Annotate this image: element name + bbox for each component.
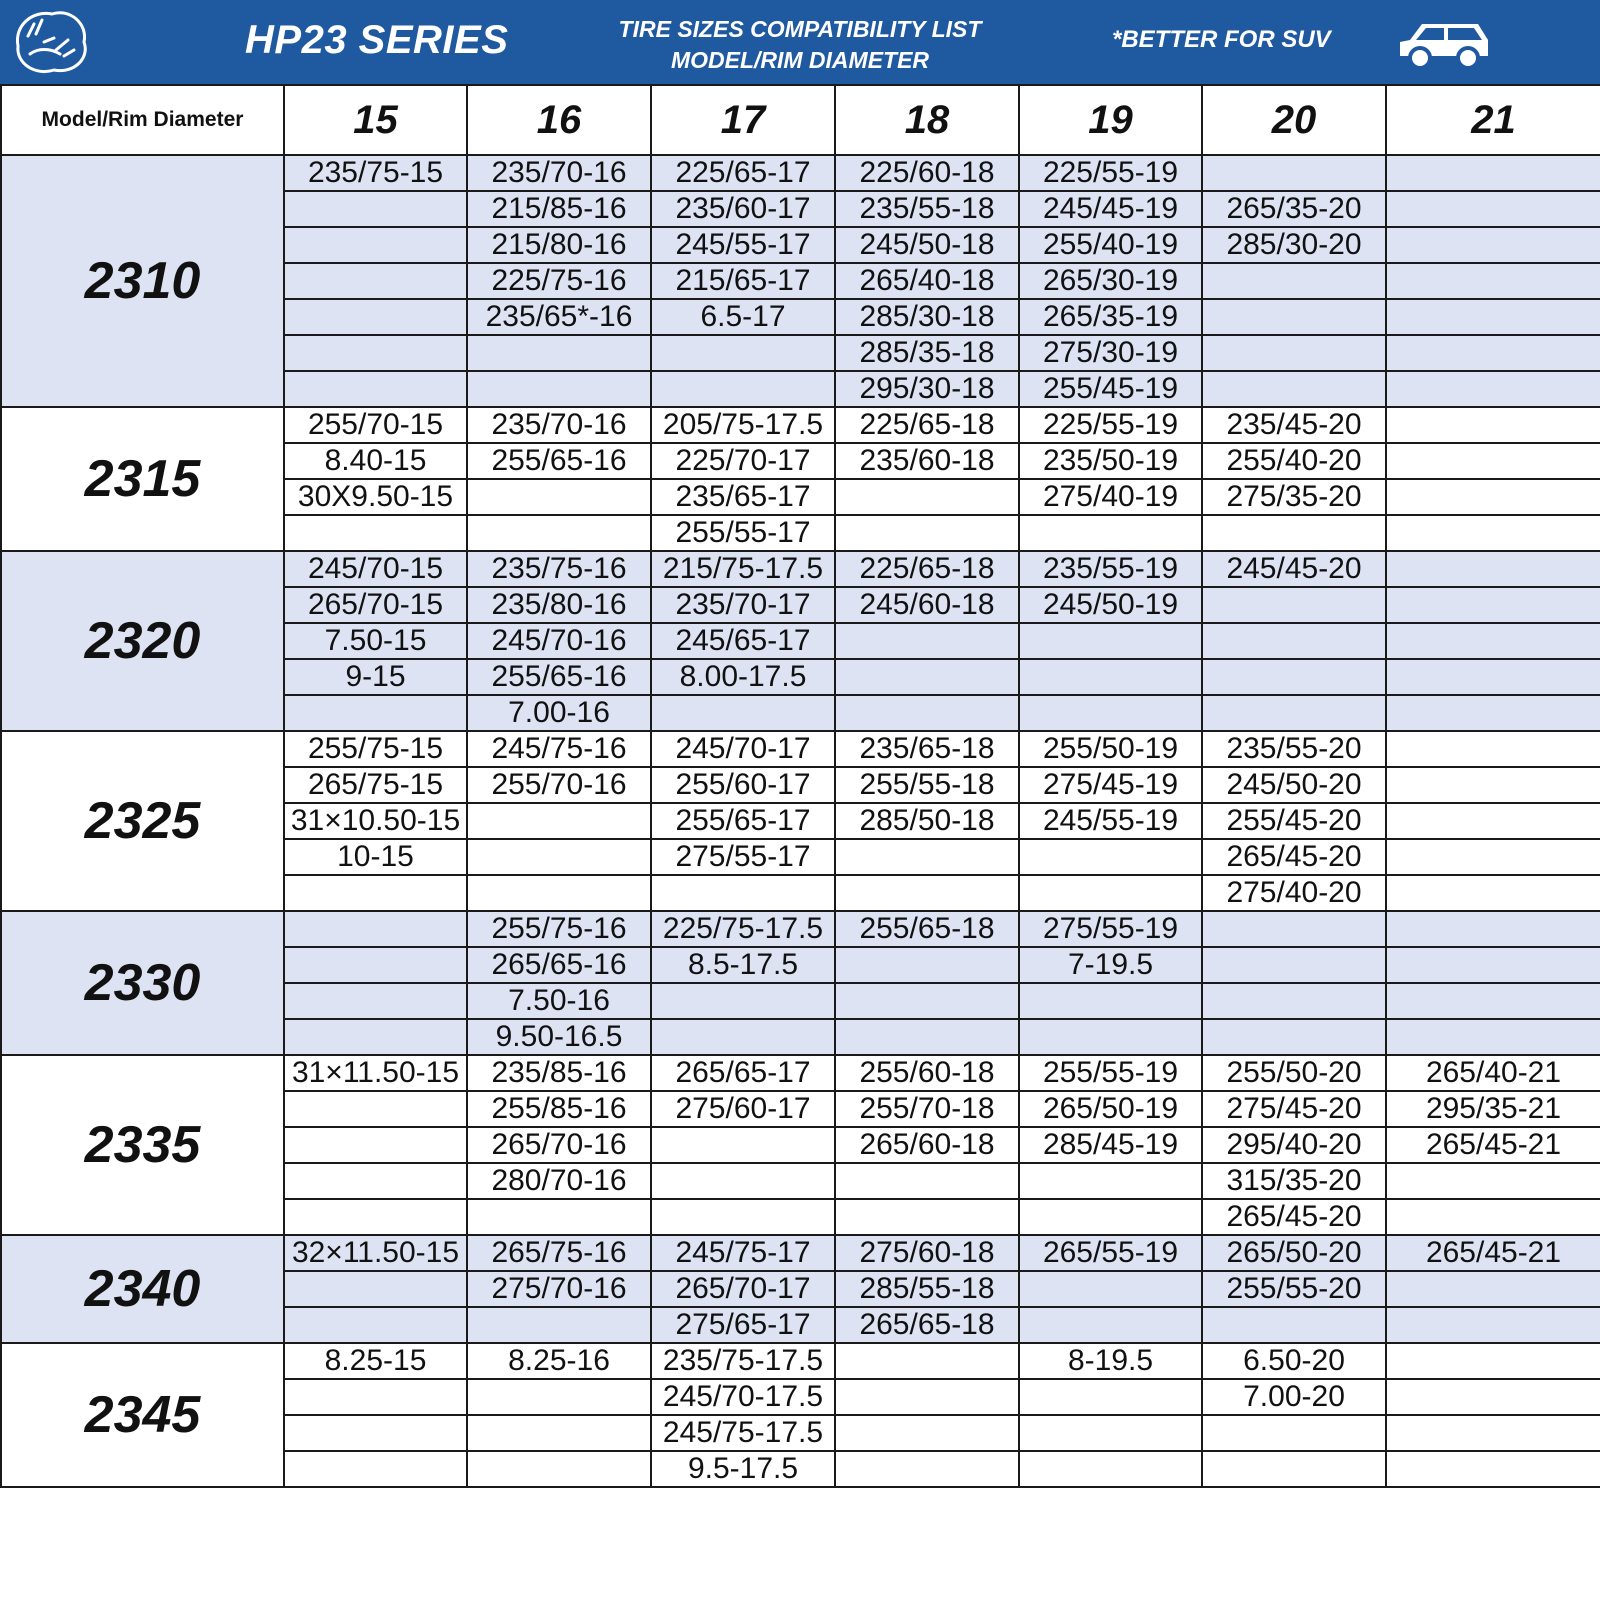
- tire-size-cell: 215/75-17.5: [651, 551, 835, 587]
- tire-size-cell: 265/45-21: [1386, 1127, 1600, 1163]
- tire-size-cell: 280/70-16: [467, 1163, 651, 1199]
- tire-size-cell: [835, 1019, 1019, 1055]
- tire-size-cell: 7.00-20: [1202, 1379, 1386, 1415]
- tire-size-cell: 245/70-17.5: [651, 1379, 835, 1415]
- tire-size-cell: [1019, 623, 1202, 659]
- rim-diameter-header: 20: [1202, 85, 1386, 155]
- tire-size-cell: 275/45-20: [1202, 1091, 1386, 1127]
- tire-size-cell: [1386, 947, 1600, 983]
- tire-size-cell: 265/50-20: [1202, 1235, 1386, 1271]
- tire-size-cell: [651, 1199, 835, 1235]
- tire-size-cell: 255/50-20: [1202, 1055, 1386, 1091]
- tire-size-cell: 235/60-17: [651, 191, 835, 227]
- tire-size-cell: 265/35-19: [1019, 299, 1202, 335]
- tire-size-cell: [1386, 1307, 1600, 1343]
- tire-size-cell: [284, 1379, 467, 1415]
- subtitle-line-2: MODEL/RIM DIAMETER: [670, 47, 930, 73]
- tire-size-cell: [1202, 335, 1386, 371]
- tire-size-cell: [1386, 623, 1600, 659]
- tire-size-cell: 8.5-17.5: [651, 947, 835, 983]
- tire-size-cell: [1386, 875, 1600, 911]
- tire-size-cell: 32×11.50-15: [284, 1235, 467, 1271]
- column-header-row: [1, 85, 1600, 155]
- tire-size-cell: [835, 1379, 1019, 1415]
- tire-size-cell: 245/60-18: [835, 587, 1019, 623]
- tire-size-cell: [651, 1163, 835, 1199]
- tire-size-cell: 255/65-16: [467, 659, 651, 695]
- tire-size-cell: [467, 1307, 651, 1343]
- tire-size-cell: [1386, 371, 1600, 407]
- tire-size-cell: 275/45-19: [1019, 767, 1202, 803]
- tire-size-cell: [651, 1127, 835, 1163]
- tire-size-cell: [1202, 1307, 1386, 1343]
- tire-size-cell: 9.50-16.5: [467, 1019, 651, 1055]
- tire-size-cell: [467, 371, 651, 407]
- tire-size-cell: 8.40-15: [284, 443, 467, 479]
- tire-size-cell: [284, 191, 467, 227]
- tire-size-cell: [1202, 155, 1386, 191]
- tire-size-cell: 275/30-19: [1019, 335, 1202, 371]
- tire-size-cell: [1386, 1415, 1600, 1451]
- table-row: [1, 1055, 1600, 1091]
- table-row: [1, 407, 1600, 443]
- tire-size-cell: 7.50-16: [467, 983, 651, 1019]
- tire-size-cell: 255/65-17: [651, 803, 835, 839]
- tire-size-cell: [835, 839, 1019, 875]
- rim-diameter-header: 17: [651, 85, 835, 155]
- tire-size-cell: 255/55-20: [1202, 1271, 1386, 1307]
- tire-size-cell: 235/70-16: [467, 407, 651, 443]
- tire-size-cell: 285/55-18: [835, 1271, 1019, 1307]
- tire-size-cell: 285/35-18: [835, 335, 1019, 371]
- tire-size-cell: [1386, 839, 1600, 875]
- tire-size-cell: [1019, 695, 1202, 731]
- tire-size-cell: 255/65-18: [835, 911, 1019, 947]
- tire-size-cell: 255/85-16: [467, 1091, 651, 1127]
- tire-size-cell: 235/65-18: [835, 731, 1019, 767]
- tire-size-cell: 245/70-17: [651, 731, 835, 767]
- tire-size-cell: [284, 875, 467, 911]
- tire-size-cell: 255/45-19: [1019, 371, 1202, 407]
- tire-size-cell: 245/75-17.5: [651, 1415, 835, 1451]
- tire-size-cell: 275/55-17: [651, 839, 835, 875]
- tire-size-cell: [1386, 551, 1600, 587]
- tire-size-cell: [1019, 1451, 1202, 1487]
- tire-size-cell: 275/70-16: [467, 1271, 651, 1307]
- tire-size-cell: [1019, 1271, 1202, 1307]
- tire-size-cell: [284, 1451, 467, 1487]
- tire-size-cell: 205/75-17.5: [651, 407, 835, 443]
- tire-size-cell: 9-15: [284, 659, 467, 695]
- tire-size-cell: 10-15: [284, 839, 467, 875]
- tire-size-cell: [1202, 695, 1386, 731]
- tire-size-cell: [1386, 191, 1600, 227]
- model-number: 2315: [1, 407, 284, 551]
- tire-size-cell: [835, 659, 1019, 695]
- tire-size-cell: 285/30-18: [835, 299, 1019, 335]
- tire-size-cell: 235/50-19: [1019, 443, 1202, 479]
- tire-size-cell: [1386, 695, 1600, 731]
- tire-size-cell: [1386, 1019, 1600, 1055]
- tire-size-cell: [1019, 1307, 1202, 1343]
- tire-size-cell: 235/70-16: [467, 155, 651, 191]
- tire-size-cell: 265/70-17: [651, 1271, 835, 1307]
- suv-car-icon: [1394, 16, 1494, 72]
- tire-size-cell: [284, 1307, 467, 1343]
- tire-size-cell: 6.5-17: [651, 299, 835, 335]
- hill-climb-logo: [10, 6, 92, 78]
- tire-size-cell: [467, 1451, 651, 1487]
- header-banner: [0, 0, 1600, 84]
- tire-size-cell: [1386, 1451, 1600, 1487]
- tire-size-cell: [1202, 983, 1386, 1019]
- tire-size-cell: 235/75-15: [284, 155, 467, 191]
- tire-size-cell: 275/40-20: [1202, 875, 1386, 911]
- tire-size-cell: [1386, 515, 1600, 551]
- tire-size-cell: 245/45-19: [1019, 191, 1202, 227]
- tire-size-cell: [1019, 983, 1202, 1019]
- tire-size-cell: 275/35-20: [1202, 479, 1386, 515]
- series-title: HP23 SERIES: [245, 18, 509, 62]
- model-number: 2330: [1, 911, 284, 1055]
- tire-size-cell: 295/40-20: [1202, 1127, 1386, 1163]
- tire-size-cell: 275/60-18: [835, 1235, 1019, 1271]
- tire-size-cell: 245/50-18: [835, 227, 1019, 263]
- tire-size-cell: [1202, 1019, 1386, 1055]
- tire-size-cell: [1019, 839, 1202, 875]
- tire-size-cell: [284, 1019, 467, 1055]
- model-number: 2345: [1, 1343, 284, 1487]
- tire-size-cell: 255/75-15: [284, 731, 467, 767]
- tire-size-cell: 225/75-17.5: [651, 911, 835, 947]
- tire-size-cell: [284, 1271, 467, 1307]
- tire-size-cell: [835, 875, 1019, 911]
- tire-size-cell: 265/45-21: [1386, 1235, 1600, 1271]
- tire-size-cell: [1019, 659, 1202, 695]
- tire-size-cell: [1019, 1019, 1202, 1055]
- tire-size-cell: 235/80-16: [467, 587, 651, 623]
- tire-size-cell: 235/55-18: [835, 191, 1019, 227]
- tire-size-cell: [1386, 227, 1600, 263]
- tire-size-cell: 235/75-17.5: [651, 1343, 835, 1379]
- tire-size-cell: 265/50-19: [1019, 1091, 1202, 1127]
- tire-size-cell: 255/55-17: [651, 515, 835, 551]
- tire-size-cell: 255/65-16: [467, 443, 651, 479]
- tire-size-cell: 6.50-20: [1202, 1343, 1386, 1379]
- tire-size-cell: 8.25-15: [284, 1343, 467, 1379]
- tire-size-cell: 235/60-18: [835, 443, 1019, 479]
- tire-size-cell: [1386, 1163, 1600, 1199]
- tire-size-cell: 265/45-20: [1202, 1199, 1386, 1235]
- tire-size-cell: [1386, 731, 1600, 767]
- tire-size-cell: [1019, 1379, 1202, 1415]
- tire-size-cell: 225/55-19: [1019, 407, 1202, 443]
- tire-size-cell: [284, 1091, 467, 1127]
- tire-size-cell: 225/65-17: [651, 155, 835, 191]
- tire-size-cell: 265/75-15: [284, 767, 467, 803]
- tire-size-cell: 8-19.5: [1019, 1343, 1202, 1379]
- tire-size-cell: [835, 479, 1019, 515]
- rim-diameter-header: 18: [835, 85, 1019, 155]
- tire-size-cell: 235/75-16: [467, 551, 651, 587]
- tire-size-cell: 7.50-15: [284, 623, 467, 659]
- tire-size-cell: 255/55-18: [835, 767, 1019, 803]
- tire-size-cell: 225/60-18: [835, 155, 1019, 191]
- tire-size-cell: [835, 1199, 1019, 1235]
- tire-size-cell: [835, 515, 1019, 551]
- tire-size-cell: 265/35-20: [1202, 191, 1386, 227]
- tire-size-cell: 265/65-16: [467, 947, 651, 983]
- tire-size-cell: 265/65-18: [835, 1307, 1019, 1343]
- table-row: [1, 911, 1600, 947]
- tire-size-cell: [467, 803, 651, 839]
- tire-size-cell: 215/65-17: [651, 263, 835, 299]
- tire-size-cell: 285/45-19: [1019, 1127, 1202, 1163]
- tire-size-cell: [284, 1163, 467, 1199]
- tire-size-cell: [1386, 335, 1600, 371]
- tire-size-cell: [1386, 983, 1600, 1019]
- tire-size-cell: [651, 983, 835, 1019]
- rim-diameter-header: 16: [467, 85, 651, 155]
- tire-size-cell: [835, 983, 1019, 1019]
- rim-diameter-header: 15: [284, 85, 467, 155]
- tire-size-cell: [1202, 299, 1386, 335]
- tire-size-cell: 255/40-20: [1202, 443, 1386, 479]
- tire-size-cell: 215/80-16: [467, 227, 651, 263]
- tire-size-cell: [835, 1451, 1019, 1487]
- tire-size-cell: [467, 515, 651, 551]
- tire-size-cell: [1202, 1451, 1386, 1487]
- tire-size-cell: 265/70-15: [284, 587, 467, 623]
- tire-size-cell: 30X9.50-15: [284, 479, 467, 515]
- tire-size-cell: [1386, 299, 1600, 335]
- model-number: 2335: [1, 1055, 284, 1235]
- tire-size-cell: [1386, 407, 1600, 443]
- tire-size-cell: 285/30-20: [1202, 227, 1386, 263]
- tire-size-cell: [651, 335, 835, 371]
- tire-size-cell: [1386, 659, 1600, 695]
- tire-size-cell: [284, 1199, 467, 1235]
- tire-size-cell: [284, 1127, 467, 1163]
- tire-size-cell: [284, 983, 467, 1019]
- model-number: 2320: [1, 551, 284, 731]
- model-number: 2310: [1, 155, 284, 407]
- tire-size-cell: [284, 515, 467, 551]
- tire-size-cell: 235/70-17: [651, 587, 835, 623]
- tire-size-cell: 245/65-17: [651, 623, 835, 659]
- tire-size-cell: [1386, 1199, 1600, 1235]
- tire-size-cell: 265/55-19: [1019, 1235, 1202, 1271]
- tire-size-cell: 235/85-16: [467, 1055, 651, 1091]
- tire-size-cell: [835, 695, 1019, 731]
- suv-note: *BETTER FOR SUV: [1112, 26, 1331, 53]
- compatibility-table: [0, 84, 1600, 1488]
- tire-size-cell: 275/60-17: [651, 1091, 835, 1127]
- tire-size-cell: [1019, 1199, 1202, 1235]
- tire-size-cell: 265/40-21: [1386, 1055, 1600, 1091]
- tire-size-cell: [835, 1163, 1019, 1199]
- subtitle-line-1: TIRE SIZES COMPATIBILITY LIST: [618, 16, 982, 42]
- tire-size-cell: 255/75-16: [467, 911, 651, 947]
- tire-size-cell: [467, 479, 651, 515]
- tire-size-cell: 8.25-16: [467, 1343, 651, 1379]
- tire-size-cell: [1202, 1415, 1386, 1451]
- tire-size-cell: 225/70-17: [651, 443, 835, 479]
- tire-size-cell: 255/45-20: [1202, 803, 1386, 839]
- tire-size-cell: 245/75-17: [651, 1235, 835, 1271]
- tire-size-cell: [467, 1199, 651, 1235]
- list-subtitle: [600, 14, 1000, 76]
- tire-size-cell: 235/65*-16: [467, 299, 651, 335]
- tire-size-cell: [1202, 587, 1386, 623]
- rim-diameter-header: 21: [1386, 85, 1600, 155]
- tire-size-cell: [1202, 947, 1386, 983]
- tire-size-cell: [284, 911, 467, 947]
- tire-size-cell: 245/75-16: [467, 731, 651, 767]
- tire-size-cell: [651, 695, 835, 731]
- tire-size-cell: [284, 695, 467, 731]
- tire-size-cell: [1386, 911, 1600, 947]
- tire-size-cell: [284, 299, 467, 335]
- tire-size-cell: 225/75-16: [467, 263, 651, 299]
- tire-size-cell: 245/45-20: [1202, 551, 1386, 587]
- tire-size-cell: [284, 335, 467, 371]
- tire-size-cell: 255/50-19: [1019, 731, 1202, 767]
- tire-size-cell: [1386, 155, 1600, 191]
- tire-size-cell: [1386, 767, 1600, 803]
- tire-size-cell: [467, 1379, 651, 1415]
- tire-size-cell: 225/55-19: [1019, 155, 1202, 191]
- tire-size-cell: 255/60-17: [651, 767, 835, 803]
- tire-size-cell: [651, 371, 835, 407]
- tire-size-cell: [1386, 1343, 1600, 1379]
- tire-size-cell: [284, 371, 467, 407]
- table-body: [1, 155, 1600, 1487]
- tire-size-cell: [1019, 1415, 1202, 1451]
- tire-size-cell: 31×10.50-15: [284, 803, 467, 839]
- tire-size-cell: [284, 263, 467, 299]
- tire-size-cell: [1202, 623, 1386, 659]
- tire-size-cell: 7-19.5: [1019, 947, 1202, 983]
- tire-size-cell: 215/85-16: [467, 191, 651, 227]
- tire-size-cell: 8.00-17.5: [651, 659, 835, 695]
- tire-size-cell: 275/55-19: [1019, 911, 1202, 947]
- tire-size-cell: [835, 947, 1019, 983]
- tire-size-cell: 315/35-20: [1202, 1163, 1386, 1199]
- tire-size-cell: 245/70-16: [467, 623, 651, 659]
- tire-size-cell: [835, 1415, 1019, 1451]
- tire-size-cell: [1202, 371, 1386, 407]
- tire-size-cell: 265/30-19: [1019, 263, 1202, 299]
- tire-size-cell: [1202, 659, 1386, 695]
- tire-size-cell: 285/50-18: [835, 803, 1019, 839]
- tire-size-cell: 235/65-17: [651, 479, 835, 515]
- tire-size-cell: [1386, 479, 1600, 515]
- tire-size-cell: 265/65-17: [651, 1055, 835, 1091]
- tire-size-cell: [651, 875, 835, 911]
- model-number: 2325: [1, 731, 284, 911]
- tire-size-cell: [1202, 263, 1386, 299]
- corner-label: Model/Rim Diameter: [1, 85, 284, 155]
- tire-size-cell: 255/40-19: [1019, 227, 1202, 263]
- tire-size-cell: [1019, 1163, 1202, 1199]
- tire-size-cell: [1019, 875, 1202, 911]
- table-row: [1, 155, 1600, 191]
- tire-size-cell: 235/55-20: [1202, 731, 1386, 767]
- table-row: [1, 1235, 1600, 1271]
- tire-size-cell: [1386, 263, 1600, 299]
- tire-size-cell: 225/65-18: [835, 407, 1019, 443]
- tire-size-cell: 265/70-16: [467, 1127, 651, 1163]
- tire-size-cell: 265/45-20: [1202, 839, 1386, 875]
- table-row: [1, 1343, 1600, 1379]
- tire-size-cell: 275/65-17: [651, 1307, 835, 1343]
- table-row: [1, 731, 1600, 767]
- tire-size-cell: [467, 875, 651, 911]
- tire-size-cell: 255/70-15: [284, 407, 467, 443]
- tire-size-cell: 255/60-18: [835, 1055, 1019, 1091]
- tire-size-cell: 245/70-15: [284, 551, 467, 587]
- tire-size-cell: [1386, 1379, 1600, 1415]
- tire-size-cell: 245/55-17: [651, 227, 835, 263]
- tire-size-cell: [284, 227, 467, 263]
- tire-size-cell: [835, 623, 1019, 659]
- tire-size-cell: [467, 839, 651, 875]
- tire-size-cell: [284, 1415, 467, 1451]
- tire-size-cell: 245/55-19: [1019, 803, 1202, 839]
- tire-size-cell: 255/70-18: [835, 1091, 1019, 1127]
- tire-size-cell: 265/40-18: [835, 263, 1019, 299]
- tire-size-cell: 235/55-19: [1019, 551, 1202, 587]
- tire-size-cell: [651, 1019, 835, 1055]
- tire-size-cell: [1019, 515, 1202, 551]
- tire-size-cell: [1202, 911, 1386, 947]
- tire-size-cell: 31×11.50-15: [284, 1055, 467, 1091]
- tire-size-cell: [1386, 803, 1600, 839]
- model-number: 2340: [1, 1235, 284, 1343]
- tire-size-cell: 7.00-16: [467, 695, 651, 731]
- tire-size-cell: [1202, 515, 1386, 551]
- tire-size-cell: 225/65-18: [835, 551, 1019, 587]
- tire-size-cell: 245/50-20: [1202, 767, 1386, 803]
- tire-size-cell: [1386, 1271, 1600, 1307]
- tire-size-cell: 255/55-19: [1019, 1055, 1202, 1091]
- tire-size-cell: 295/35-21: [1386, 1091, 1600, 1127]
- tire-size-cell: 265/60-18: [835, 1127, 1019, 1163]
- tire-size-cell: [467, 335, 651, 371]
- tire-size-cell: [1386, 587, 1600, 623]
- tire-size-cell: 255/70-16: [467, 767, 651, 803]
- tire-size-cell: [467, 1415, 651, 1451]
- tire-size-cell: 9.5-17.5: [651, 1451, 835, 1487]
- tire-size-cell: 265/75-16: [467, 1235, 651, 1271]
- tire-size-cell: 235/45-20: [1202, 407, 1386, 443]
- tire-size-cell: [284, 947, 467, 983]
- table-row: [1, 551, 1600, 587]
- tire-size-cell: 275/40-19: [1019, 479, 1202, 515]
- tire-size-cell: 295/30-18: [835, 371, 1019, 407]
- tire-size-cell: [835, 1343, 1019, 1379]
- rim-diameter-header: 19: [1019, 85, 1202, 155]
- tire-size-cell: 245/50-19: [1019, 587, 1202, 623]
- tire-size-cell: [1386, 443, 1600, 479]
